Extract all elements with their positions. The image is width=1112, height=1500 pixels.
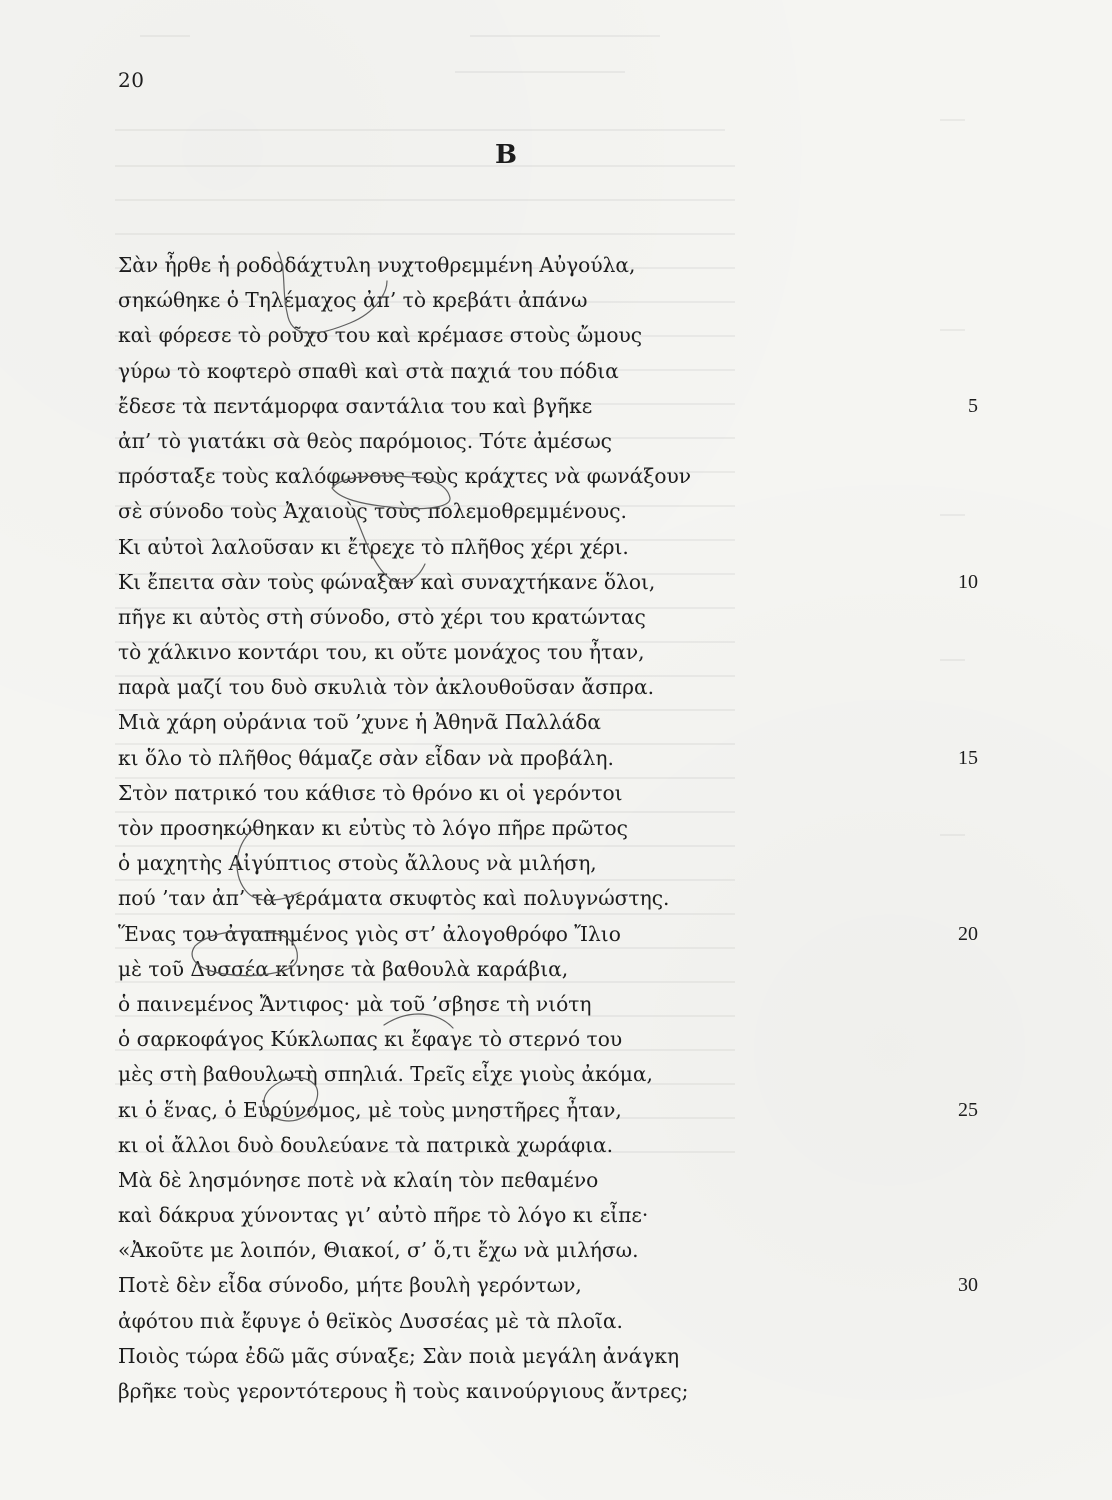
- poem-line: [118, 318, 978, 353]
- poem-line-text: τὸν προσηκώθηκαν κι εὐτὺς τὸ λόγο πῆρε πρῶτος: [118, 816, 628, 840]
- poem-line-text: ὁ σαρκοφάγος Κύκλωπας κι ἔφαγε τὸ στερνό του: [118, 1027, 623, 1052]
- poem-line: [118, 530, 978, 565]
- poem-line-text: μὲς στὴ βαθουλωτὴ σπηλιά. Τρεῖς εἶχε γιοὺς ἀκόμα,: [118, 1062, 653, 1087]
- page-number: 20: [118, 68, 145, 92]
- poem-line-text: ἀπ’ τὸ γιατάκι σὰ θεὸς παρόμοιος. Τότε ἀμέσως: [118, 428, 612, 453]
- poem-text: [118, 248, 978, 1409]
- poem-line-text: σὲ σύνοδο τοὺς Ἀχαιοὺς τοὺς πολεμοθρεμμένους.: [118, 499, 627, 524]
- poem-line-text: μὲ τοῦ Δυσσέα κίνησε τὰ βαθουλὰ καράβια,: [118, 956, 569, 981]
- poem-line-text: Ποιὸς τώρα ἐδῶ μᾶς σύναξε; Σὰν ποιὰ μεγάλη ἀνάγκη: [118, 1343, 680, 1368]
- poem-line-text: σηκώθηκε ὁ Τηλέμαχος ἀπ’ τὸ κρεβάτι ἀπάνω: [118, 288, 588, 313]
- poem-line: [118, 389, 978, 424]
- poem-line-text: Κι ἔπειτα σὰν τοὺς φώναξαν καὶ συναχτήκανε ὅλοι,: [118, 569, 656, 594]
- poem-line-text: Μιὰ χάρη οὐράνια τοῦ ’χυνε ἡ Ἀθηνᾶ Παλλάδα: [118, 710, 602, 735]
- poem-line-text: κι ὅλο τὸ πλῆθος θάμαζε σὰν εἶδαν νὰ προβάλη.: [118, 745, 614, 770]
- poem-line-text: καὶ δάκρυα χύνοντας γι’ αὐτὸ πῆρε τὸ λόγο κι εἶπε·: [118, 1203, 649, 1228]
- poem-line-text: ὁ παινεμένος Ἄντιφος· μὰ τοῦ ’σβησε τὴ νιότη: [118, 991, 592, 1016]
- poem-line: [118, 846, 978, 881]
- poem-line-text: ὁ μαχητὴς Αἰγύπτιος στοὺς ἄλλους νὰ μιλήση,: [118, 851, 597, 876]
- poem-line: [118, 952, 978, 987]
- line-number: 20: [958, 922, 978, 945]
- line-number: 30: [958, 1274, 978, 1297]
- book-letter: B: [495, 140, 517, 170]
- poem-line: [118, 248, 978, 283]
- poem-line: [118, 1268, 978, 1303]
- poem-line: [118, 1093, 978, 1128]
- poem-line-text: ἔδεσε τὰ πεντάμορφα σαντάλια του καὶ βγῆκε: [118, 393, 593, 418]
- line-number: 5: [968, 394, 978, 417]
- poem-line: [118, 1057, 978, 1092]
- poem-line-text: παρὰ μαζί του δυὸ σκυλιὰ τὸν ἀκλουθοῦσαν ἄσπρα.: [118, 675, 655, 700]
- line-number: 10: [958, 570, 978, 593]
- poem-line-text: Ἕνας του ἀγαπημένος γιὸς στ’ ἀλογοθρόφο Ἴλιο: [118, 921, 621, 946]
- poem-line-text: κι οἱ ἄλλοι δυὸ δουλεύανε τὰ πατρικὰ χωράφια.: [118, 1132, 614, 1157]
- poem-line: [118, 354, 978, 389]
- poem-line: [118, 811, 978, 846]
- poem-line-text: πρόσταξε τοὺς καλόφωνους τοὺς κράχτες νὰ φωνάξουν: [118, 464, 692, 489]
- poem-line: [118, 987, 978, 1022]
- poem-line-text: γύρω τὸ κοφτερὸ σπαθὶ καὶ στὰ παχιά του πόδια: [118, 358, 619, 383]
- line-number: 15: [958, 746, 978, 769]
- poem-line-text: Ποτὲ δὲν εἶδα σύνοδο, μήτε βουλὴ γερόντων,: [118, 1273, 582, 1298]
- poem-line: [118, 881, 978, 916]
- poem-line: [118, 776, 978, 811]
- poem-line: [118, 1198, 978, 1233]
- poem-line-text: Μὰ δὲ λησμόνησε ποτὲ νὰ κλαίη τὸν πεθαμένο: [118, 1167, 599, 1192]
- poem-line: [118, 1128, 978, 1163]
- poem-line-text: Κι αὐτοὶ λαλοῦσαν κι ἔτρεχε τὸ πλῆθος χέρι χέρι.: [118, 534, 629, 559]
- poem-line: [118, 670, 978, 705]
- poem-line: [118, 424, 978, 459]
- poem-line-text: ἀφότου πιὰ ἔφυγε ὁ θεϊκὸς Δυσσέας μὲ τὰ πλοῖα.: [118, 1308, 623, 1333]
- poem-line: [118, 741, 978, 776]
- poem-line: [118, 1233, 978, 1268]
- poem-line: [118, 459, 978, 494]
- poem-line: [118, 565, 978, 600]
- poem-line: [118, 600, 978, 635]
- poem-line: [118, 635, 978, 670]
- poem-line: [118, 1304, 978, 1339]
- line-number: 25: [958, 1098, 978, 1121]
- poem-line-text: Σὰν ἦρθε ἡ ροδοδάχτυλη νυχτοθρεμμένη Αὐγούλα,: [118, 253, 636, 277]
- poem-line-text: τὸ χάλκινο κοντάρι του, κι οὔτε μονάχος του ἦταν,: [118, 640, 645, 665]
- poem-line: [118, 1163, 978, 1198]
- poem-line-text: πού ’ταν ἀπ’ τὰ γεράματα σκυφτὸς καὶ πολυγνώστης.: [118, 886, 670, 911]
- poem-line: [118, 1022, 978, 1057]
- poem-line: [118, 494, 978, 529]
- poem-line: [118, 705, 978, 740]
- poem-line: [118, 1339, 978, 1374]
- poem-line-text: «Ἀκοῦτε με λοιπόν, Θιακοί, σ’ ὅ,τι ἔχω νὰ μιλήσω.: [118, 1238, 639, 1263]
- poem-line-text: κι ὁ ἕνας, ὁ Εὐρύνομος, μὲ τοὺς μνηστῆρες ἦταν,: [118, 1097, 622, 1122]
- poem-line: [118, 283, 978, 318]
- poem-line: [118, 917, 978, 952]
- poem-line-text: καὶ φόρεσε τὸ ροῦχο του καὶ κρέμασε στοὺς ὤμους: [118, 323, 643, 348]
- poem-line: [118, 1374, 978, 1409]
- poem-line-text: βρῆκε τοὺς γεροντότερους ἢ τοὺς καινούργιους ἄντρες;: [118, 1379, 689, 1403]
- poem-line-text: Στὸν πατρικό του κάθισε τὸ θρόνο κι οἱ γερόντοι: [118, 780, 623, 805]
- poem-line-text: πῆγε κι αὐτὸς στὴ σύνοδο, στὸ χέρι του κρατώντας: [118, 604, 646, 629]
